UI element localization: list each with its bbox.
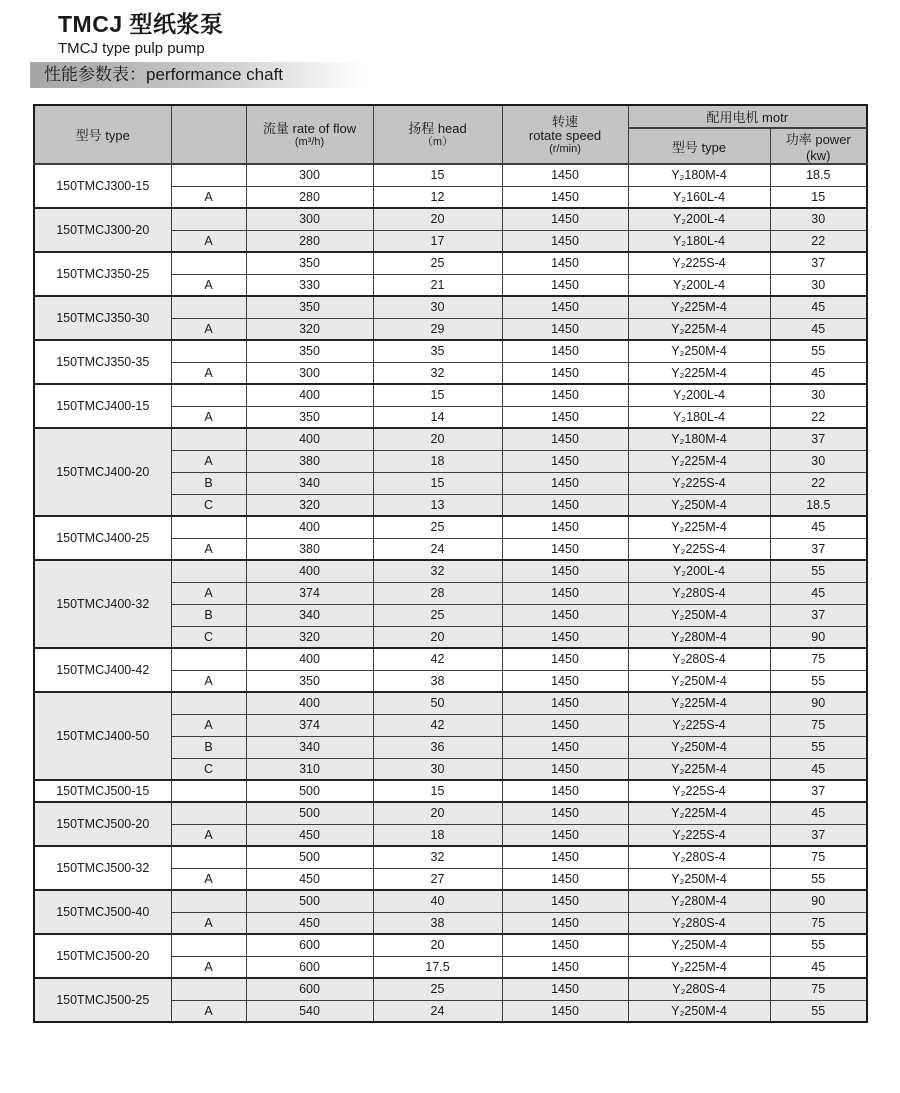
flow-cell: 380 — [246, 450, 373, 472]
flow-cell: 300 — [246, 362, 373, 384]
flow-cell: 374 — [246, 714, 373, 736]
head-cell: 12 — [373, 186, 502, 208]
motor-cell: Y₂225S-4 — [628, 252, 770, 274]
variant-cell — [171, 802, 246, 824]
speed-cell: 1450 — [502, 516, 628, 538]
power-cell: 37 — [770, 824, 867, 846]
col-header-head — [373, 105, 502, 164]
head-cell: 30 — [373, 296, 502, 318]
head-cell: 18 — [373, 824, 502, 846]
power-cell: 18.5 — [770, 494, 867, 516]
table-row — [34, 692, 867, 714]
table-row — [34, 560, 867, 582]
speed-header-label-en: rotate speed — [528, 127, 602, 143]
model-cell: 150TMCJ350-25 — [34, 252, 171, 296]
model-cell: 150TMCJ400-25 — [34, 516, 171, 560]
flow-header-label: 流量 rate of flow — [262, 120, 357, 136]
power-cell: 18.5 — [770, 164, 867, 186]
variant-cell: A — [171, 274, 246, 296]
power-cell: 22 — [770, 472, 867, 494]
motor-cell: Y₂225S-4 — [628, 780, 770, 802]
power-cell: 55 — [770, 1000, 867, 1022]
flow-cell: 310 — [246, 758, 373, 780]
power-cell: 37 — [770, 780, 867, 802]
speed-cell: 1450 — [502, 186, 628, 208]
variant-cell — [171, 164, 246, 186]
speed-cell: 1450 — [502, 780, 628, 802]
power-cell: 75 — [770, 978, 867, 1000]
model-cell: 150TMCJ500-20 — [34, 802, 171, 846]
flow-cell: 350 — [246, 670, 373, 692]
head-cell: 27 — [373, 868, 502, 890]
variant-cell: C — [171, 494, 246, 516]
power-cell: 45 — [770, 758, 867, 780]
speed-cell: 1450 — [502, 912, 628, 934]
motor-cell: Y₂250M-4 — [628, 604, 770, 626]
power-cell: 45 — [770, 318, 867, 340]
col-header-variant — [171, 105, 246, 164]
speed-header-label-cn: 转速 — [551, 113, 578, 129]
motor-cell: Y₂180L-4 — [628, 230, 770, 252]
head-cell: 25 — [373, 516, 502, 538]
speed-cell: 1450 — [502, 252, 628, 274]
speed-cell: 1450 — [502, 274, 628, 296]
motor-cell: Y₂225M-4 — [628, 296, 770, 318]
model-cell: 150TMCJ300-15 — [34, 164, 171, 208]
flow-cell: 400 — [246, 560, 373, 582]
power-cell: 90 — [770, 626, 867, 648]
speed-cell: 1450 — [502, 230, 628, 252]
motor-cell: Y₂225M-4 — [628, 802, 770, 824]
power-cell: 45 — [770, 516, 867, 538]
variant-cell — [171, 208, 246, 230]
col-header-motor-group: 配用电机 motr — [628, 105, 867, 128]
speed-cell: 1450 — [502, 164, 628, 186]
speed-cell: 1450 — [502, 670, 628, 692]
variant-cell — [171, 428, 246, 450]
variant-cell: A — [171, 362, 246, 384]
head-cell: 21 — [373, 274, 502, 296]
col-header-flow — [246, 105, 373, 164]
flow-cell: 320 — [246, 318, 373, 340]
head-cell: 29 — [373, 318, 502, 340]
power-cell: 75 — [770, 912, 867, 934]
col-header-motor-type: 型号 type — [628, 128, 770, 164]
table-row — [34, 516, 867, 538]
variant-cell: A — [171, 956, 246, 978]
motor-cell: Y₂280M-4 — [628, 890, 770, 912]
power-cell: 45 — [770, 296, 867, 318]
table-header — [34, 105, 867, 164]
speed-cell: 1450 — [502, 758, 628, 780]
head-cell: 38 — [373, 670, 502, 692]
motor-cell: Y₂225M-4 — [628, 516, 770, 538]
model-cell: 150TMCJ500-15 — [34, 780, 171, 802]
power-cell: 75 — [770, 846, 867, 868]
speed-cell: 1450 — [502, 538, 628, 560]
speed-cell: 1450 — [502, 868, 628, 890]
speed-cell: 1450 — [502, 296, 628, 318]
variant-cell — [171, 384, 246, 406]
model-cell: 150TMCJ500-20 — [34, 934, 171, 978]
motor-cell: Y₂250M-4 — [628, 494, 770, 516]
motor-cell: Y₂250M-4 — [628, 934, 770, 956]
head-cell: 50 — [373, 692, 502, 714]
power-cell: 55 — [770, 340, 867, 362]
speed-cell: 1450 — [502, 472, 628, 494]
head-cell: 14 — [373, 406, 502, 428]
motor-cell: Y₂180L-4 — [628, 406, 770, 428]
motor-cell: Y₂225S-4 — [628, 472, 770, 494]
speed-cell: 1450 — [502, 582, 628, 604]
speed-cell: 1450 — [502, 362, 628, 384]
variant-cell: A — [171, 714, 246, 736]
variant-cell — [171, 648, 246, 670]
power-cell: 45 — [770, 956, 867, 978]
power-cell: 55 — [770, 670, 867, 692]
variant-cell — [171, 296, 246, 318]
head-cell: 15 — [373, 780, 502, 802]
head-cell: 36 — [373, 736, 502, 758]
motor-cell: Y₂200L-4 — [628, 274, 770, 296]
speed-cell: 1450 — [502, 714, 628, 736]
speed-cell: 1450 — [502, 802, 628, 824]
power-cell: 45 — [770, 362, 867, 384]
head-header-label: 扬程 head — [408, 120, 467, 136]
variant-cell: C — [171, 758, 246, 780]
flow-cell: 500 — [246, 846, 373, 868]
variant-cell: A — [171, 450, 246, 472]
variant-cell — [171, 516, 246, 538]
model-cell: 150TMCJ350-35 — [34, 340, 171, 384]
power-cell: 90 — [770, 692, 867, 714]
power-cell: 30 — [770, 384, 867, 406]
flow-cell: 450 — [246, 824, 373, 846]
section-header-bar: 性能参数表：performance chaft — [30, 62, 366, 88]
head-cell: 20 — [373, 802, 502, 824]
table-row — [34, 208, 867, 230]
variant-cell: A — [171, 318, 246, 340]
performance-table — [33, 104, 868, 1023]
power-cell: 55 — [770, 560, 867, 582]
motor-cell: Y₂200L-4 — [628, 560, 770, 582]
table-row — [34, 934, 867, 956]
model-cell: 150TMCJ400-20 — [34, 428, 171, 516]
flow-cell: 540 — [246, 1000, 373, 1022]
head-cell: 13 — [373, 494, 502, 516]
head-cell: 32 — [373, 362, 502, 384]
motor-cell: Y₂200L-4 — [628, 384, 770, 406]
power-cell: 45 — [770, 582, 867, 604]
head-cell: 42 — [373, 648, 502, 670]
col-header-model: 型号 type — [34, 105, 171, 164]
motor-cell: Y₂280S-4 — [628, 648, 770, 670]
variant-cell — [171, 340, 246, 362]
motor-cell: Y₂280S-4 — [628, 846, 770, 868]
table-row — [34, 428, 867, 450]
variant-cell: A — [171, 670, 246, 692]
motor-cell: Y₂225M-4 — [628, 362, 770, 384]
speed-cell: 1450 — [502, 956, 628, 978]
speed-cell: 1450 — [502, 648, 628, 670]
variant-cell: C — [171, 626, 246, 648]
model-cell: 150TMCJ500-40 — [34, 890, 171, 934]
flow-cell: 340 — [246, 472, 373, 494]
variant-cell — [171, 846, 246, 868]
head-cell: 32 — [373, 846, 502, 868]
variant-cell: A — [171, 1000, 246, 1022]
speed-cell: 1450 — [502, 1000, 628, 1022]
col-header-motor-power: 功率 power (kw) — [770, 128, 867, 164]
variant-cell — [171, 780, 246, 802]
speed-cell: 1450 — [502, 428, 628, 450]
motor-cell: Y₂225S-4 — [628, 538, 770, 560]
power-cell: 37 — [770, 538, 867, 560]
flow-cell: 600 — [246, 956, 373, 978]
speed-cell: 1450 — [502, 604, 628, 626]
speed-cell: 1450 — [502, 934, 628, 956]
table-row — [34, 648, 867, 670]
variant-cell: A — [171, 582, 246, 604]
power-cell: 37 — [770, 252, 867, 274]
motor-cell: Y₂250M-4 — [628, 340, 770, 362]
variant-cell: B — [171, 472, 246, 494]
flow-cell: 300 — [246, 164, 373, 186]
speed-cell: 1450 — [502, 494, 628, 516]
power-cell: 90 — [770, 890, 867, 912]
variant-cell: A — [171, 230, 246, 252]
variant-cell: A — [171, 186, 246, 208]
head-cell: 25 — [373, 604, 502, 626]
head-cell: 40 — [373, 890, 502, 912]
speed-cell: 1450 — [502, 318, 628, 340]
motor-cell: Y₂200L-4 — [628, 208, 770, 230]
head-cell: 24 — [373, 1000, 502, 1022]
flow-cell: 600 — [246, 934, 373, 956]
model-cell: 150TMCJ500-32 — [34, 846, 171, 890]
flow-cell: 350 — [246, 406, 373, 428]
speed-cell: 1450 — [502, 978, 628, 1000]
flow-cell: 500 — [246, 802, 373, 824]
motor-cell: Y₂225M-4 — [628, 450, 770, 472]
speed-cell: 1450 — [502, 736, 628, 758]
head-header-unit: （m） — [421, 135, 454, 148]
flow-cell: 320 — [246, 494, 373, 516]
head-cell: 17.5 — [373, 956, 502, 978]
head-cell: 18 — [373, 450, 502, 472]
motor-cell: Y₂250M-4 — [628, 868, 770, 890]
variant-cell: A — [171, 406, 246, 428]
variant-cell — [171, 978, 246, 1000]
motor-cell: Y₂280S-4 — [628, 582, 770, 604]
model-cell: 150TMCJ300-20 — [34, 208, 171, 252]
flow-header-unit: (m³/h) — [294, 135, 325, 148]
power-cell: 15 — [770, 186, 867, 208]
flow-cell: 280 — [246, 186, 373, 208]
power-cell: 22 — [770, 406, 867, 428]
motor-cell: Y₂180M-4 — [628, 428, 770, 450]
speed-cell: 1450 — [502, 692, 628, 714]
speed-cell: 1450 — [502, 626, 628, 648]
power-cell: 55 — [770, 934, 867, 956]
table-row — [34, 978, 867, 1000]
head-cell: 20 — [373, 934, 502, 956]
table-row — [34, 890, 867, 912]
flow-cell: 300 — [246, 208, 373, 230]
table-row — [34, 296, 867, 318]
motor-cell: Y₂250M-4 — [628, 1000, 770, 1022]
variant-cell — [171, 252, 246, 274]
motor-cell: Y₂250M-4 — [628, 736, 770, 758]
flow-cell: 500 — [246, 890, 373, 912]
table-row — [34, 780, 867, 802]
speed-cell: 1450 — [502, 208, 628, 230]
flow-cell: 380 — [246, 538, 373, 560]
table-row — [34, 384, 867, 406]
power-cell: 75 — [770, 648, 867, 670]
table-body — [34, 164, 867, 1022]
flow-cell: 350 — [246, 252, 373, 274]
variant-cell: A — [171, 824, 246, 846]
motor-cell: Y₂225M-4 — [628, 692, 770, 714]
power-cell: 37 — [770, 428, 867, 450]
speed-cell: 1450 — [502, 340, 628, 362]
flow-cell: 400 — [246, 428, 373, 450]
flow-cell: 600 — [246, 978, 373, 1000]
power-cell: 75 — [770, 714, 867, 736]
head-cell: 20 — [373, 626, 502, 648]
flow-cell: 400 — [246, 692, 373, 714]
speed-cell: 1450 — [502, 846, 628, 868]
variant-cell: B — [171, 736, 246, 758]
speed-cell: 1450 — [502, 384, 628, 406]
model-cell: 150TMCJ400-50 — [34, 692, 171, 780]
motor-cell: Y₂280S-4 — [628, 912, 770, 934]
model-cell: 150TMCJ350-30 — [34, 296, 171, 340]
motor-cell: Y₂280M-4 — [628, 626, 770, 648]
table-row — [34, 252, 867, 274]
head-cell: 28 — [373, 582, 502, 604]
motor-cell: Y₂225M-4 — [628, 318, 770, 340]
flow-cell: 330 — [246, 274, 373, 296]
power-cell: 22 — [770, 230, 867, 252]
head-cell: 20 — [373, 428, 502, 450]
power-cell: 30 — [770, 450, 867, 472]
speed-cell: 1450 — [502, 406, 628, 428]
table-row — [34, 846, 867, 868]
head-cell: 30 — [373, 758, 502, 780]
head-cell: 25 — [373, 978, 502, 1000]
head-cell: 20 — [373, 208, 502, 230]
table-row — [34, 340, 867, 362]
flow-cell: 340 — [246, 604, 373, 626]
table-row — [34, 164, 867, 186]
variant-cell — [171, 560, 246, 582]
model-cell: 150TMCJ400-15 — [34, 384, 171, 428]
flow-cell: 340 — [246, 736, 373, 758]
page-subtitle: TMCJ type pulp pump — [58, 40, 205, 57]
variant-cell — [171, 890, 246, 912]
flow-cell: 350 — [246, 340, 373, 362]
speed-cell: 1450 — [502, 560, 628, 582]
motor-cell: Y₂225M-4 — [628, 956, 770, 978]
variant-cell — [171, 934, 246, 956]
model-cell: 150TMCJ400-42 — [34, 648, 171, 692]
head-cell: 15 — [373, 164, 502, 186]
motor-cell: Y₂280S-4 — [628, 978, 770, 1000]
flow-cell: 450 — [246, 868, 373, 890]
flow-cell: 280 — [246, 230, 373, 252]
head-cell: 32 — [373, 560, 502, 582]
model-cell: 150TMCJ400-32 — [34, 560, 171, 648]
head-cell: 15 — [373, 472, 502, 494]
motor-cell: Y₂225S-4 — [628, 714, 770, 736]
motor-cell: Y₂250M-4 — [628, 670, 770, 692]
speed-cell: 1450 — [502, 890, 628, 912]
head-cell: 25 — [373, 252, 502, 274]
head-cell: 35 — [373, 340, 502, 362]
head-cell: 42 — [373, 714, 502, 736]
power-cell: 37 — [770, 604, 867, 626]
col-header-speed — [502, 105, 628, 164]
power-cell: 30 — [770, 274, 867, 296]
motor-cell: Y₂160L-4 — [628, 186, 770, 208]
motor-cell: Y₂180M-4 — [628, 164, 770, 186]
power-cell: 45 — [770, 802, 867, 824]
flow-cell: 320 — [246, 626, 373, 648]
power-cell: 55 — [770, 868, 867, 890]
model-cell: 150TMCJ500-25 — [34, 978, 171, 1022]
speed-cell: 1450 — [502, 450, 628, 472]
flow-cell: 500 — [246, 780, 373, 802]
head-cell: 24 — [373, 538, 502, 560]
head-cell: 17 — [373, 230, 502, 252]
variant-cell: A — [171, 538, 246, 560]
variant-cell: A — [171, 868, 246, 890]
variant-cell — [171, 692, 246, 714]
flow-cell: 450 — [246, 912, 373, 934]
flow-cell: 400 — [246, 384, 373, 406]
motor-cell: Y₂225S-4 — [628, 824, 770, 846]
flow-cell: 350 — [246, 296, 373, 318]
power-cell: 55 — [770, 736, 867, 758]
flow-cell: 374 — [246, 582, 373, 604]
speed-cell: 1450 — [502, 824, 628, 846]
head-cell: 15 — [373, 384, 502, 406]
variant-cell: B — [171, 604, 246, 626]
flow-cell: 400 — [246, 516, 373, 538]
power-cell: 30 — [770, 208, 867, 230]
head-cell: 38 — [373, 912, 502, 934]
table-row — [34, 802, 867, 824]
speed-header-unit: (r/min) — [549, 142, 581, 155]
variant-cell: A — [171, 912, 246, 934]
flow-cell: 400 — [246, 648, 373, 670]
motor-cell: Y₂225M-4 — [628, 758, 770, 780]
page-title: TMCJ 型纸浆泵 — [58, 11, 224, 37]
